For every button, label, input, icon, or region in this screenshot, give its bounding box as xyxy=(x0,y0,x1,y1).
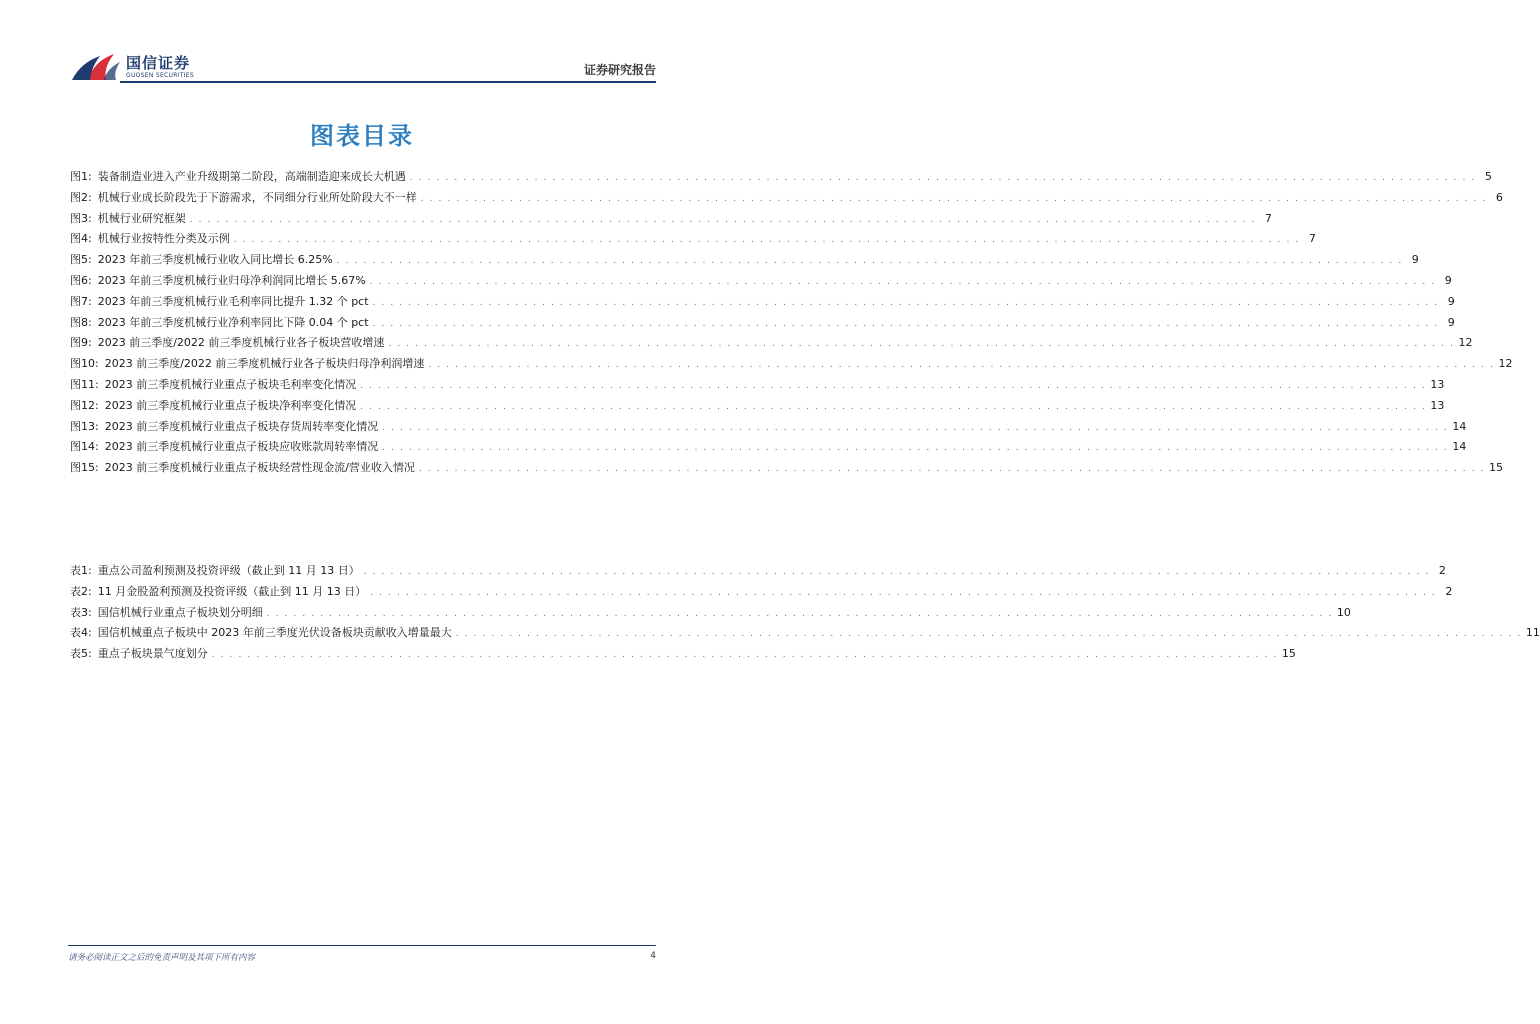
toc-page-number: 5 xyxy=(1484,170,1492,183)
toc-entry-title: 2023 年前三季度机械行业归母净利润同比增长 5.67% xyxy=(97,273,366,287)
page-title: 图表目录 xyxy=(310,122,414,150)
table-list xyxy=(70,562,1540,666)
toc-page-number: 12 xyxy=(1458,336,1473,350)
toc-label: 表4: xyxy=(70,626,92,640)
report-type-label: 证券研究报告 xyxy=(583,63,656,77)
figure-toc-row[interactable] xyxy=(70,210,1272,231)
toc-page-number: 2 xyxy=(1438,564,1446,577)
footer-divider xyxy=(68,945,656,946)
logo-english-name: GUOSEN SECURITIES xyxy=(126,72,195,79)
figure-toc-row[interactable] xyxy=(70,293,1455,314)
footer-disclaimer: 请务必阅读正文之后的免责声明及其项下所有内容 xyxy=(68,953,256,963)
toc-leader-dots: . . . . . . . . . . . . . . . . . . . . . . . . . . . . . . . . . . . . . . . . . . . . . . . . . . . . . . . . . . . . . . . . . . . . . . . . . . . . . . . . . . . . . . . . . . . . . . . . . . . . . . . . . . . . . . . . . . . . . . . . xyxy=(372,297,1439,308)
toc-label: 图9: xyxy=(70,336,92,350)
toc-entry-title: 装备制造业进入产业升级期第二阶段，高端制造迎来成长大机遇 xyxy=(97,170,406,183)
toc-label: 图2: xyxy=(70,190,92,204)
toc-entry-title: 机械行业研究框架 xyxy=(97,211,186,225)
toc-page-number: 13 xyxy=(1430,377,1445,391)
toc-page-number: 10 xyxy=(1336,605,1351,619)
toc-leader-dots: . . . . . . . . . . . . . . . . . . . . . . . . . . . . . . . . . . . . . . . . . . . . . . . . . . . . . . . . . . . . . . . . . . . . . . . . . . . . . . . . . . . . . . . . . . . . . . . . . . . . . . . . . . . . . . . . . . . . . . . . xyxy=(360,380,1427,391)
page-header xyxy=(0,0,724,90)
toc-entry-title: 重点公司盈利预测及投资评级（截止到 11 月 13 日） xyxy=(97,564,360,577)
toc-leader-dots: . . . . . . . . . . . . . . . . . . . . . . . . . . . . . . . . . . . . . . . . . . . . . . . . . . . . . . . . . . . . . . . . . . . . . . . . . . . . . . . . . . . . . . . . . . . . . . . . . . . . . . . . . . . . . . . . . . . . . . . . xyxy=(369,276,1436,287)
toc-entry-title: 2023 前三季度机械行业重点子板块净利率变化情况 xyxy=(104,398,357,412)
toc-label: 图14: xyxy=(70,440,99,454)
toc-entry-title: 2023 年前三季度机械行业毛利率同比提升 1.32 个 pct xyxy=(97,294,369,308)
toc-entry-title: 2023 年前三季度机械行业净利率同比下降 0.04 个 pct xyxy=(97,315,369,329)
toc-page-number: 15 xyxy=(1281,647,1296,661)
toc-entry-title: 机械行业成长阶段先于下游需求，不同细分行业所处阶段大不一样 xyxy=(97,190,417,204)
toc-entry-title: 11 月金股盈利预测及投资评级（截止到 11 月 13 日） xyxy=(97,584,367,598)
guosen-logo-mark-icon xyxy=(70,50,122,84)
toc-label: 图4: xyxy=(70,232,92,246)
toc-entry-title: 2023 前三季度机械行业重点子板块毛利率变化情况 xyxy=(104,377,357,391)
toc-leader-dots: . . . . . . . . . . . . . . . . . . . . . . . . . . . . . . . . . . . . . . . . . . . . . . . . . . . . . . . . . . . . . . . . . . . . . . . . . . . . . . . . . . . . . . . . . . . . . . . . . . . . . . . . . . . . . . . . . . . . . . . . xyxy=(409,173,1476,183)
toc-label: 表5: xyxy=(70,647,92,661)
toc-leader-dots: . . . . . . . . . . . . . . . . . . . . . . . . . . . . . . . . . . . . . . . . . . . . . . . . . . . . . . . . . . . . . . . . . . . . . . . . . . . . . . . . . . . . . . . . . . . . . . . . . . . . . . . . . . . . . . . . . . . . . . . . xyxy=(382,443,1449,454)
toc-label: 图8: xyxy=(70,315,92,329)
toc-page-number: 9 xyxy=(1447,294,1455,308)
logo-chinese-name: 国信证券 xyxy=(126,54,191,72)
toc-leader-dots: . . . . . . . . . . . . . . . . . . . . . . . . . . . . . . . . . . . . . . . . . . . . . . . . . . . . . . . . . . . . . . . . . . . . . . . . . . . . . . . . . . . . . . . . . . . . . . . . . . . . . . . . . . . . . . . . . . . . . . . . xyxy=(418,464,1486,475)
figure-list xyxy=(70,168,1513,480)
toc-leader-dots: . . . . . . . . . . . . . . . . . . . . . . . . . . . . . . . . . . . . . . . . . . . . . . . . . . . . . . . . . . . . . . . . . . . . . . . . . . . . . . . . . . . . . . . . . . . . . . . . . . . . . . . . . . . . . . . . . . . . . . . . xyxy=(428,360,1495,371)
table-toc-row[interactable] xyxy=(70,604,1351,625)
toc-leader-dots: . . . . . . . . . . . . . . . . . . . . . . . . . . . . . . . . . . . . . . . . . . . . . . . . . . . . . . . . . . . . . . . . . . . . . . . . . . . . . . . . . . . . . . . . . . . . . . . . . . . . . . . . . . . . . . . . . . . . . . . . xyxy=(233,235,1300,246)
figure-toc-row[interactable] xyxy=(70,418,1467,439)
toc-entry-title: 国信机械重点子板块中 2023 年前三季度光伏设备板块贡献收入增量最大 xyxy=(97,626,452,640)
toc-label: 表2: xyxy=(70,584,92,598)
toc-page-number: 14 xyxy=(1452,419,1467,433)
figure-toc-row[interactable] xyxy=(70,314,1455,335)
toc-label: 表1: xyxy=(70,564,92,577)
figure-toc-row[interactable] xyxy=(70,251,1419,272)
toc-label: 图3: xyxy=(70,211,92,225)
figure-toc-row[interactable] xyxy=(70,230,1316,251)
header-divider xyxy=(120,81,656,83)
toc-page-number: 13 xyxy=(1430,398,1445,412)
toc-entry-title: 2023 前三季度机械行业重点子板块应收账款周转率情况 xyxy=(104,440,379,454)
figure-toc-row[interactable] xyxy=(70,334,1473,355)
toc-page-number: 12 xyxy=(1498,357,1513,371)
figure-toc-row[interactable] xyxy=(70,397,1445,418)
toc-label: 图5: xyxy=(70,253,92,267)
toc-entry-title: 2023 前三季度/2022 前三季度机械行业各子板块营收增速 xyxy=(97,336,385,350)
toc-leader-dots: . . . . . . . . . . . . . . . . . . . . . . . . . . . . . . . . . . . . . . . . . . . . . . . . . . . . . . . . . . . . . . . . . . . . . . . . . . . . . . . . . . . . . . . . . . . . . . . . . . . . . . . . . . . . . . . . . . . . . . . . xyxy=(382,422,1449,433)
toc-page-number: 7 xyxy=(1308,232,1316,246)
table-toc-row[interactable] xyxy=(70,624,1540,645)
figure-toc-row[interactable] xyxy=(70,438,1467,459)
toc-label: 图10: xyxy=(70,357,99,371)
toc-label: 表3: xyxy=(70,605,92,619)
table-toc-row[interactable] xyxy=(70,562,1446,583)
toc-page-number: 6 xyxy=(1495,190,1503,204)
toc-page-number: 7 xyxy=(1264,211,1272,225)
toc-page-number: 15 xyxy=(1489,461,1504,475)
page-number: 4 xyxy=(650,951,656,961)
toc-entry-title: 国信机械行业重点子板块划分明细 xyxy=(97,605,263,619)
toc-label: 图6: xyxy=(70,273,92,287)
figure-toc-row[interactable] xyxy=(70,168,1492,189)
toc-leader-dots: . . . . . . . . . . . . . . . . . . . . . . . . . . . . . . . . . . . . . . . . . . . . . . . . . . . . . . . . . . . . . . . . . . . . . . . . . . . . . . . . . . . . . . . . . . . . . . . . . . . . . . . . . . . . . . . . . . . . . . . . xyxy=(211,650,1278,661)
toc-entry-title: 2023 前三季度机械行业重点子板块存货周转率变化情况 xyxy=(104,419,379,433)
figure-toc-row[interactable] xyxy=(70,189,1503,210)
toc-leader-dots: . . . . . . . . . . . . . . . . . . . . . . . . . . . . . . . . . . . . . . . . . . . . . . . . . . . . . . . . . . . . . . . . . . . . . . . . . . . . . . . . . . . . . . . . . . . . . . . . . . . . . . . . . . . . . . . . . . . . . . . . xyxy=(189,214,1256,225)
figure-toc-row[interactable] xyxy=(70,272,1452,293)
toc-page-number: 14 xyxy=(1452,440,1467,454)
toc-leader-dots: . . . . . . . . . . . . . . . . . . . . . . . . . . . . . . . . . . . . . . . . . . . . . . . . . . . . . . . . . . . . . . . . . . . . . . . . . . . . . . . . . . . . . . . . . . . . . . . . . . . . . . . . . . . . . . . . . . . . . . . . xyxy=(336,256,1403,267)
toc-label: 图12: xyxy=(70,398,99,412)
toc-leader-dots: . . . . . . . . . . . . . . . . . . . . . . . . . . . . . . . . . . . . . . . . . . . . . . . . . . . . . . . . . . . . . . . . . . . . . . . . . . . . . . . . . . . . . . . . . . . . . . . . . . . . . . . . . . . . . . . . . . . . . . . . xyxy=(266,608,1333,619)
toc-entry-title: 重点子板块景气度划分 xyxy=(97,647,208,661)
table-toc-row[interactable] xyxy=(70,583,1453,604)
toc-leader-dots: . . . . . . . . . . . . . . . . . . . . . . . . . . . . . . . . . . . . . . . . . . . . . . . . . . . . . . . . . . . . . . . . . . . . . . . . . . . . . . . . . . . . . . . . . . . . . . . . . . . . . . . . . . . . . . . . . . . . . . . . xyxy=(420,193,1487,204)
toc-label: 图13: xyxy=(70,419,99,433)
toc-page-number: 9 xyxy=(1411,253,1419,267)
figure-toc-row[interactable] xyxy=(70,459,1504,480)
toc-entry-title: 2023 前三季度/2022 前三季度机械行业各子板块归母净利润增速 xyxy=(104,357,425,371)
toc-label: 图1: xyxy=(70,170,92,183)
table-toc-row[interactable] xyxy=(70,645,1296,666)
toc-leader-dots: . . . . . . . . . . . . . . . . . . . . . . . . . . . . . . . . . . . . . . . . . . . . . . . . . . . . . . . . . . . . . . . . . . . . . . . . . . . . . . . . . . . . . . . . . . . . . . . . . . . . . . . . . . . . . . . . . . . . . . . . xyxy=(363,567,1430,577)
toc-page-number: 9 xyxy=(1444,273,1452,287)
toc-entry-title: 2023 前三季度机械行业重点子板块经营性现金流/营业收入情况 xyxy=(104,461,415,475)
toc-leader-dots: . . . . . . . . . . . . . . . . . . . . . . . . . . . . . . . . . . . . . . . . . . . . . . . . . . . . . . . . . . . . . . . . . . . . . . . . . . . . . . . . . . . . . . . . . . . . . . . . . . . . . . . . . . . . . . . . . . . . . . . . xyxy=(388,339,1455,350)
toc-page-number: 9 xyxy=(1447,315,1455,329)
figure-toc-row[interactable] xyxy=(70,376,1445,397)
toc-leader-dots: . . . . . . . . . . . . . . . . . . . . . . . . . . . . . . . . . . . . . . . . . . . . . . . . . . . . . . . . . . . . . . . . . . . . . . . . . . . . . . . . . . . . . . . . . . . . . . . . . . . . . . . . . . . . . . . . . . . . . . . . xyxy=(360,401,1427,412)
toc-page-number: 11 xyxy=(1525,626,1540,640)
toc-entry-title: 2023 年前三季度机械行业收入同比增长 6.25% xyxy=(97,253,333,267)
toc-page-number: 2 xyxy=(1445,584,1453,598)
toc-leader-dots: . . . . . . . . . . . . . . . . . . . . . . . . . . . . . . . . . . . . . . . . . . . . . . . . . . . . . . . . . . . . . . . . . . . . . . . . . . . . . . . . . . . . . . . . . . . . . . . . . . . . . . . . . . . . . . . . . . . . . . . . xyxy=(372,318,1439,329)
figure-toc-row[interactable] xyxy=(70,355,1513,376)
toc-leader-dots: . . . . . . . . . . . . . . . . . . . . . . . . . . . . . . . . . . . . . . . . . . . . . . . . . . . . . . . . . . . . . . . . . . . . . . . . . . . . . . . . . . . . . . . . . . . . . . . . . . . . . . . . . . . . . . . . . . . . . . . . xyxy=(370,587,1437,598)
toc-label: 图11: xyxy=(70,377,99,391)
toc-label: 图7: xyxy=(70,294,92,308)
toc-label: 图15: xyxy=(70,461,99,475)
toc-entry-title: 机械行业按特性分类及示例 xyxy=(97,232,230,246)
toc-leader-dots: . . . . . . . . . . . . . . . . . . . . . . . . . . . . . . . . . . . . . . . . . . . . . . . . . . . . . . . . . . . . . . . . . . . . . . . . . . . . . . . . . . . . . . . . . . . . . . . . . . . . . . . . . . . . . . . . . . . . . . . . xyxy=(455,629,1522,640)
